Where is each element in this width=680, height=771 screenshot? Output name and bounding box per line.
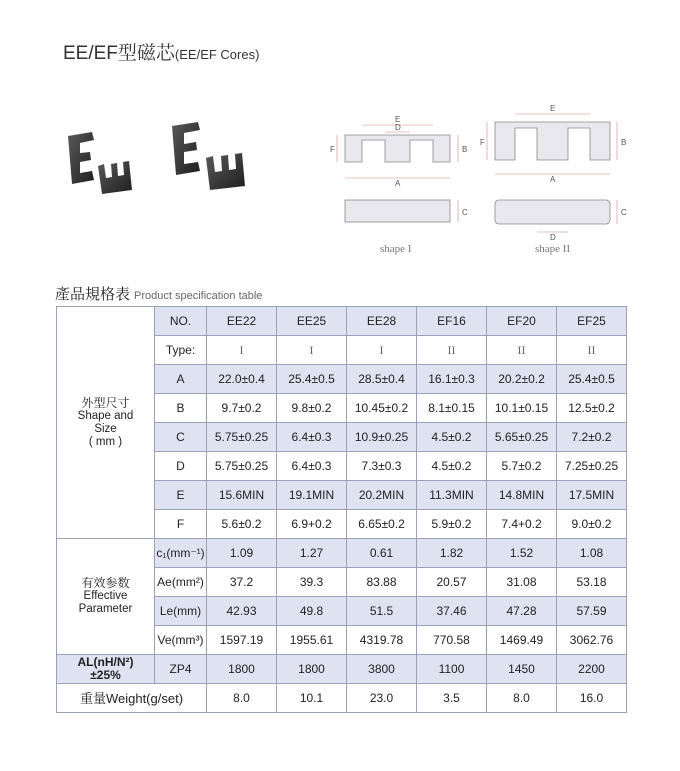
page-title xyxy=(63,38,259,65)
row-c1-5: 1.08 xyxy=(557,539,627,568)
al-label-1: AL(nH/N²) xyxy=(77,655,134,669)
row-ve-label: Ve(mm³) xyxy=(155,626,207,655)
row-c1-0: 1.09 xyxy=(207,539,277,568)
row-d-0: 5.75±0.25 xyxy=(207,452,277,481)
row-b-label: B xyxy=(155,394,207,423)
weight-4: 8.0 xyxy=(487,684,557,713)
row-c-3: 4.5±0.2 xyxy=(417,423,487,452)
row-ve-2: 4319.78 xyxy=(347,626,417,655)
label-d2: D xyxy=(550,233,556,242)
row-d-3: 4.5±0.2 xyxy=(417,452,487,481)
row-b-4: 10.1±0.15 xyxy=(487,394,557,423)
title-sub: (EE/EF Cores) xyxy=(174,47,260,62)
row-c1-1: 1.27 xyxy=(277,539,347,568)
al-2: 3800 xyxy=(347,655,417,684)
row-le-5: 57.59 xyxy=(557,597,627,626)
weight-3: 3.5 xyxy=(417,684,487,713)
param-group-cn: 有效参数 xyxy=(81,576,130,590)
al-4: 1450 xyxy=(487,655,557,684)
weight-1: 10.1 xyxy=(277,684,347,713)
row-a-0: 22.0±0.4 xyxy=(207,365,277,394)
caption-shape2: shape II xyxy=(535,243,571,255)
row-f-4: 7.4+0.2 xyxy=(487,510,557,539)
label-b1: B xyxy=(462,145,468,154)
row-a-1: 25.4±0.5 xyxy=(277,365,347,394)
row-a-5: 25.4±0.5 xyxy=(557,365,627,394)
row-al xyxy=(57,655,627,684)
row-ae-4: 31.08 xyxy=(487,568,557,597)
model-3: EF16 xyxy=(417,307,487,336)
label-d1: D xyxy=(395,123,401,132)
row-d-2: 7.3±0.3 xyxy=(347,452,417,481)
caption-shape1: shape I xyxy=(380,243,412,255)
row-c1 xyxy=(57,539,627,568)
param-group-cell xyxy=(57,539,155,655)
label-e1: E xyxy=(395,115,401,124)
row-a-2: 28.5±0.4 xyxy=(347,365,417,394)
row-ve-5: 3062.76 xyxy=(557,626,627,655)
row-b-1: 9.8±0.2 xyxy=(277,394,347,423)
label-f2: F xyxy=(480,138,485,147)
no-label: NO. xyxy=(155,307,207,336)
al-sub: ZP4 xyxy=(155,655,207,684)
shape-group-cell xyxy=(57,307,155,539)
shape-group-en2: Size xyxy=(94,422,117,435)
label-c2: C xyxy=(621,208,627,217)
row-ae-1: 39.3 xyxy=(277,568,347,597)
row-a-label: A xyxy=(155,365,207,394)
type-2: I xyxy=(347,336,417,365)
label-a2: A xyxy=(550,175,556,184)
row-d-5: 7.25±0.25 xyxy=(557,452,627,481)
al-0: 1800 xyxy=(207,655,277,684)
type-1: I xyxy=(277,336,347,365)
model-5: EF25 xyxy=(557,307,627,336)
row-ae-3: 20.57 xyxy=(417,568,487,597)
type-label: Type: xyxy=(155,336,207,365)
row-f-5: 9.0±0.2 xyxy=(557,510,627,539)
row-c1-label: c₁(mm⁻¹) xyxy=(155,539,207,568)
model-4: EF20 xyxy=(487,307,557,336)
row-e-4: 14.8MIN xyxy=(487,481,557,510)
spec-table xyxy=(56,306,627,713)
param-group-en1: Effective xyxy=(83,590,128,602)
row-ae-label: Ae(mm²) xyxy=(155,568,207,597)
type-4: II xyxy=(487,336,557,365)
row-c1-2: 0.61 xyxy=(347,539,417,568)
label-e2: E xyxy=(550,104,556,113)
row-ve-4: 1469.49 xyxy=(487,626,557,655)
row-e-3: 11.3MIN xyxy=(417,481,487,510)
row-b-0: 9.7±0.2 xyxy=(207,394,277,423)
label-a1: A xyxy=(395,179,401,188)
weight-label: 重量Weight(g/set) xyxy=(57,684,207,713)
row-e-label: E xyxy=(155,481,207,510)
row-ve-0: 1597.19 xyxy=(207,626,277,655)
core-photo xyxy=(60,118,270,208)
row-c1-3: 1.82 xyxy=(417,539,487,568)
row-a-3: 16.1±0.3 xyxy=(417,365,487,394)
al-3: 1100 xyxy=(417,655,487,684)
row-ae-0: 37.2 xyxy=(207,568,277,597)
shape-diagram xyxy=(325,100,630,265)
shape-group-cn: 外型尺寸 xyxy=(81,395,130,410)
row-ae-5: 53.18 xyxy=(557,568,627,597)
row-ve-3: 770.58 xyxy=(417,626,487,655)
al-1: 1800 xyxy=(277,655,347,684)
model-0: EE22 xyxy=(207,307,277,336)
row-c-label: C xyxy=(155,423,207,452)
shape-group-en1: Shape and xyxy=(77,409,134,422)
section-title xyxy=(55,283,262,304)
row-le-label: Le(mm) xyxy=(155,597,207,626)
header-row xyxy=(57,307,627,336)
param-group-en2: Parameter xyxy=(78,603,133,615)
section-title-cn: 產品規格表 xyxy=(55,286,131,303)
row-c-1: 6.4±0.3 xyxy=(277,423,347,452)
row-f-1: 6.9+0.2 xyxy=(277,510,347,539)
type-3: II xyxy=(417,336,487,365)
row-weight xyxy=(57,684,627,713)
row-c-2: 10.9±0.25 xyxy=(347,423,417,452)
model-1: EE25 xyxy=(277,307,347,336)
title-main: EE/EF型磁芯 xyxy=(63,43,175,64)
row-d-label: D xyxy=(155,452,207,481)
row-le-0: 42.93 xyxy=(207,597,277,626)
row-le-3: 37.46 xyxy=(417,597,487,626)
row-c-0: 5.75±0.25 xyxy=(207,423,277,452)
type-5: II xyxy=(557,336,627,365)
label-b2: B xyxy=(621,138,627,147)
row-b-2: 10.45±0.2 xyxy=(347,394,417,423)
section-title-en: Product specification table xyxy=(134,290,263,302)
al-5: 2200 xyxy=(557,655,627,684)
row-e-5: 17.5MIN xyxy=(557,481,627,510)
row-e-2: 20.2MIN xyxy=(347,481,417,510)
label-f1: F xyxy=(330,145,335,154)
row-ve-1: 1955.61 xyxy=(277,626,347,655)
row-le-1: 49.8 xyxy=(277,597,347,626)
row-c-4: 5.65±0.25 xyxy=(487,423,557,452)
row-b-3: 8.1±0.15 xyxy=(417,394,487,423)
row-e-0: 15.6MIN xyxy=(207,481,277,510)
weight-2: 23.0 xyxy=(347,684,417,713)
weight-0: 8.0 xyxy=(207,684,277,713)
row-f-0: 5.6±0.2 xyxy=(207,510,277,539)
row-d-1: 6.4±0.3 xyxy=(277,452,347,481)
row-f-label: F xyxy=(155,510,207,539)
row-c-5: 7.2±0.2 xyxy=(557,423,627,452)
al-label-cell xyxy=(57,655,155,684)
row-d-4: 5.7±0.2 xyxy=(487,452,557,481)
row-ae-2: 83.88 xyxy=(347,568,417,597)
row-le-2: 51.5 xyxy=(347,597,417,626)
row-f-3: 5.9±0.2 xyxy=(417,510,487,539)
weight-5: 16.0 xyxy=(557,684,627,713)
shape-group-unit: ( mm ) xyxy=(88,435,123,448)
row-le-4: 47.28 xyxy=(487,597,557,626)
row-c1-4: 1.52 xyxy=(487,539,557,568)
row-f-2: 6.65±0.2 xyxy=(347,510,417,539)
model-2: EE28 xyxy=(347,307,417,336)
row-a-4: 20.2±0.2 xyxy=(487,365,557,394)
label-c1: C xyxy=(462,208,468,217)
row-e-1: 19.1MIN xyxy=(277,481,347,510)
al-label-2: ±25% xyxy=(90,668,121,682)
type-0: I xyxy=(207,336,277,365)
row-b-5: 12.5±0.2 xyxy=(557,394,627,423)
